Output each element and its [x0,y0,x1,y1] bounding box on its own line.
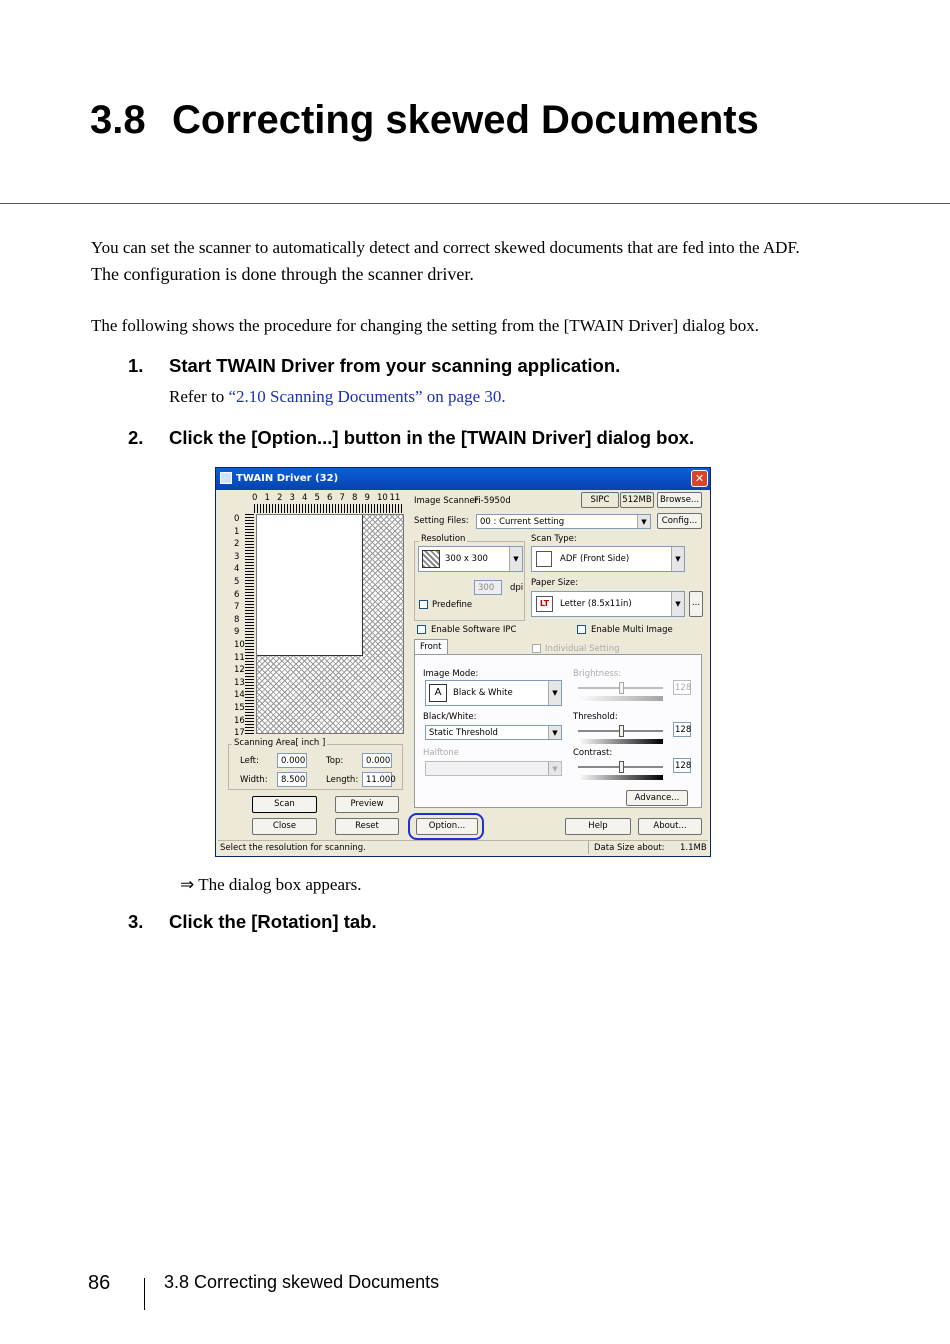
ruler-x-label: 11 [389,493,401,503]
ruler-y-label: 4 [234,564,240,575]
brightness-label: Brightness: [573,669,622,679]
black-white-label: Black/White: [423,712,477,722]
ruler-x-ticks [254,504,402,513]
resolution-label: Resolution [421,534,466,544]
setting-files-value: 00 : Current Setting [480,517,565,527]
black-white-select[interactable] [425,725,562,740]
ruler-y-label: 6 [234,589,240,600]
refer-line [169,387,506,407]
ruler-y-label: 1 [234,526,240,537]
paper-size-label: Paper Size: [531,578,579,588]
advance-button[interactable]: Advance... [626,790,688,806]
ruler-y-label: 15 [234,703,245,713]
result-text: The dialog box appears. [194,875,362,894]
contrast-label: Contrast: [573,748,613,758]
step-1-number: 1. [128,355,144,376]
left-label: Left: [240,756,259,766]
scanning-area-label: Scanning Area[ inch ] [234,738,326,748]
status-message: Select the resolution for scanning. [220,843,366,853]
scanner-icon [536,551,552,567]
config-button[interactable]: Config... [657,513,702,529]
halftone-select[interactable] [425,761,562,776]
status-bar [218,840,708,854]
status-separator [588,841,589,854]
threshold-label: Threshold: [573,712,618,722]
setting-files-select[interactable] [476,514,651,529]
ruler-y-label: 10 [234,640,245,650]
ruler-y-label: 14 [234,690,245,701]
refer-link[interactable]: “2.10 Scanning Documents” on page 30 [228,387,502,406]
threshold-slider-thumb[interactable] [619,725,624,737]
letter-paper-icon: LT [536,596,553,612]
length-field[interactable]: 11.000 [362,772,392,787]
contrast-field[interactable]: 128 [673,758,691,773]
close-button[interactable]: Close [252,818,317,835]
halftone-label: Halftone [423,748,459,758]
text-mode-icon: A [429,684,447,702]
step-1-text: Start TWAIN Driver from your scanning application. [169,355,621,376]
brightness-gradient [578,696,663,701]
help-button[interactable]: Help [565,818,631,835]
scan-type-value: ADF (Front Side) [560,554,630,564]
preview-button[interactable]: Preview [335,796,399,813]
contrast-gradient [578,775,663,780]
resolution-value: 300 x 300 [445,554,488,564]
scan-type-select[interactable] [531,546,685,572]
enable-multi-image-label: Enable Multi Image [591,625,673,635]
top-field[interactable]: 0.000 [362,753,392,768]
ruler-x-label: 5 [314,493,320,503]
preview-area[interactable] [256,514,404,734]
image-scanner-label: Image Scanner: [414,496,481,506]
ruler-y-label: 17 [234,728,245,739]
individual-setting-checkbox[interactable] [532,644,541,653]
enable-ipc-label: Enable Software IPC [431,625,517,635]
step-3-text: Click the [Rotation] tab. [169,911,377,932]
chevron-down-icon[interactable]: ▼ [548,681,561,705]
scan-button[interactable]: Scan [252,796,317,813]
ruler-x [252,493,404,503]
contrast-slider-thumb[interactable] [619,761,624,773]
ruler-y-label: 0 [234,514,240,524]
scan-area-page[interactable] [257,515,363,656]
option-button[interactable]: Option... [416,818,478,835]
threshold-gradient [578,739,663,744]
step-2-number: 2. [128,427,144,448]
ruler-x-label: 9 [364,493,370,503]
chevron-down-icon[interactable]: ▼ [548,762,561,775]
ruler-x-label: 2 [277,493,283,503]
sipc-badge: SIPC [581,492,619,508]
chevron-down-icon[interactable]: ▼ [671,547,684,571]
ruler-x-label: 10 [377,493,388,503]
page-title [90,98,759,143]
step-3-number: 3. [128,911,144,932]
dpi-field[interactable]: 300 [474,580,502,595]
chevron-down-icon[interactable]: ▼ [509,547,522,571]
section-title: Correcting skewed Documents [172,98,759,142]
intro-line-1: You can set the scanner to automatically detect and correct skewed documents that are fed into the ADF. [91,238,800,257]
option-highlight-ring [408,813,484,840]
reset-button[interactable]: Reset [335,818,399,835]
top-label: Top: [326,756,344,766]
resolution-icon [422,550,440,568]
arrow-icon: ⇒ [180,875,195,894]
image-mode-value: Black & White [453,688,513,698]
dialog-titlebar[interactable] [216,468,710,490]
width-field[interactable]: 8.500 [277,772,307,787]
footer-section-title: 3.8 Correcting skewed Documents [164,1272,440,1292]
close-icon[interactable]: ✕ [691,470,708,487]
page-number: 86 [88,1272,111,1294]
length-label: Length: [326,775,359,785]
enable-ipc-checkbox[interactable] [417,625,426,634]
tab-front-label: Front [420,642,442,652]
predefine-checkbox[interactable] [419,600,428,609]
chevron-down-icon[interactable]: ▼ [637,515,650,528]
ruler-y-ticks [245,514,254,736]
individual-setting-label: Individual Setting [545,644,620,654]
paper-size-select[interactable] [531,591,685,617]
ruler-x-label: 0 [252,493,258,503]
threshold-field[interactable]: 128 [673,722,691,737]
chevron-down-icon[interactable]: ▼ [671,592,684,616]
dpi-label: dpi [510,583,524,593]
paper-size-more-button[interactable]: ... [689,591,703,617]
data-size-value: 1.1MB [680,843,707,853]
intro-line-3: The following shows the procedure for changing the setting from the [TWAIN Driver] dialog box. [91,316,760,335]
ruler-x-label: 1 [264,493,270,503]
ruler-x-label: 4 [302,493,308,503]
left-field[interactable]: 0.000 [277,753,307,768]
refer-suffix: . [501,387,506,406]
ruler-y-label: 13 [234,677,245,688]
ruler-x-label: 6 [327,493,333,503]
predefine-label: Predefine [432,600,473,610]
ruler-y-label: 5 [234,577,240,587]
intro-line-2: The configuration is done through the scanner driver. [91,264,474,284]
brightness-field[interactable]: 128 [673,680,691,695]
ruler-x-label: 3 [289,493,295,503]
image-scanner-value: Fi-5950d [474,496,511,506]
scan-type-label: Scan Type: [531,534,577,544]
front-tab-panel [414,654,702,808]
image-mode-select[interactable] [425,680,562,706]
tab-front[interactable] [414,639,448,655]
result-line [180,875,362,895]
brightness-slider-thumb[interactable] [619,682,624,694]
setting-files-label: Setting Files: [414,516,469,526]
ruler-y-label: 3 [234,551,240,562]
dialog-title: TWAIN Driver (32) [236,473,339,484]
section-number: 3.8 [90,98,146,142]
ruler-y-label: 2 [234,539,240,550]
refer-prefix: Refer to [169,387,229,406]
enable-multi-image-checkbox[interactable] [577,625,586,634]
about-button[interactable]: About... [638,818,702,835]
twain-driver-dialog [215,467,711,857]
ruler-y-label: 11 [234,652,245,663]
width-label: Width: [240,775,268,785]
image-mode-label: Image Mode: [423,669,479,679]
chevron-down-icon[interactable]: ▼ [548,726,561,739]
ruler-y-label: 9 [234,627,240,638]
paper-size-value: Letter (8.5x11in) [560,599,632,609]
ruler-y-label: 8 [234,614,240,625]
footer-divider [144,1278,145,1310]
ruler-y-label: 16 [234,715,245,726]
resolution-select[interactable] [418,546,523,572]
step-2-text: Click the [Option...] button in the [TWAIN Driver] dialog box. [169,427,695,448]
app-icon [220,472,232,484]
black-white-value: Static Threshold [429,728,498,738]
title-divider [0,203,950,204]
ruler-y-label: 12 [234,665,245,676]
ruler-y-label: 7 [234,602,240,613]
memory-badge: 512MB [620,492,654,508]
ruler-x-label: 7 [339,493,345,503]
ruler-x-label: 8 [352,493,358,503]
browse-button[interactable]: Browse... [657,492,702,508]
data-size-label: Data Size about: [594,843,665,853]
